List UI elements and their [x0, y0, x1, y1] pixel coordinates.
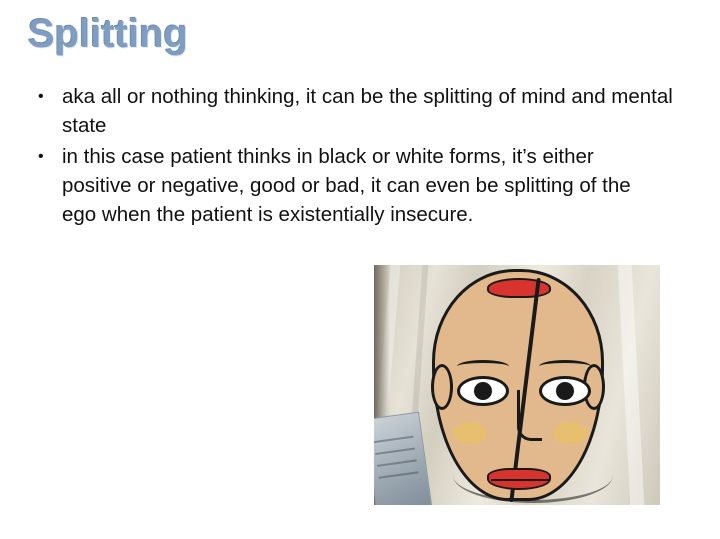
page-title: Splitting	[28, 12, 188, 56]
face-upper-lips	[487, 278, 551, 298]
list-item	[20, 142, 662, 229]
face-ear-left	[431, 364, 453, 410]
face-pupil-left	[474, 382, 492, 400]
list-item	[20, 82, 680, 140]
face-eye-right	[539, 376, 591, 406]
face-eyebrow-left	[457, 360, 509, 373]
face-mouth	[487, 468, 551, 490]
face-pupil-right	[556, 382, 574, 400]
face-cheek-right	[553, 422, 587, 444]
face-illustration	[420, 269, 616, 505]
bullet-marker: •	[38, 148, 44, 165]
slide-image	[374, 265, 660, 505]
face-eye-left	[457, 376, 509, 406]
paper-scrap-line	[375, 447, 415, 455]
face-mouth-crease	[491, 479, 549, 481]
face-head	[432, 269, 604, 501]
bullet-list	[20, 82, 680, 231]
paper-scrap-line	[377, 459, 417, 467]
paper-scrap-line	[374, 436, 413, 444]
bullet-text: in this case patient thinks in black or white forms, it’s either positive or negative, good or bad, it can even be splitting of the ego when the patient is existentially insecure.	[62, 145, 631, 226]
bullet-text: aka all or nothing thinking, it can be the splitting of mind and mental state	[62, 85, 673, 137]
bullet-marker: •	[38, 88, 44, 105]
face-cheek-left	[453, 422, 487, 444]
face-eyebrow-right	[539, 360, 591, 373]
paper-scrap-line	[379, 471, 419, 479]
